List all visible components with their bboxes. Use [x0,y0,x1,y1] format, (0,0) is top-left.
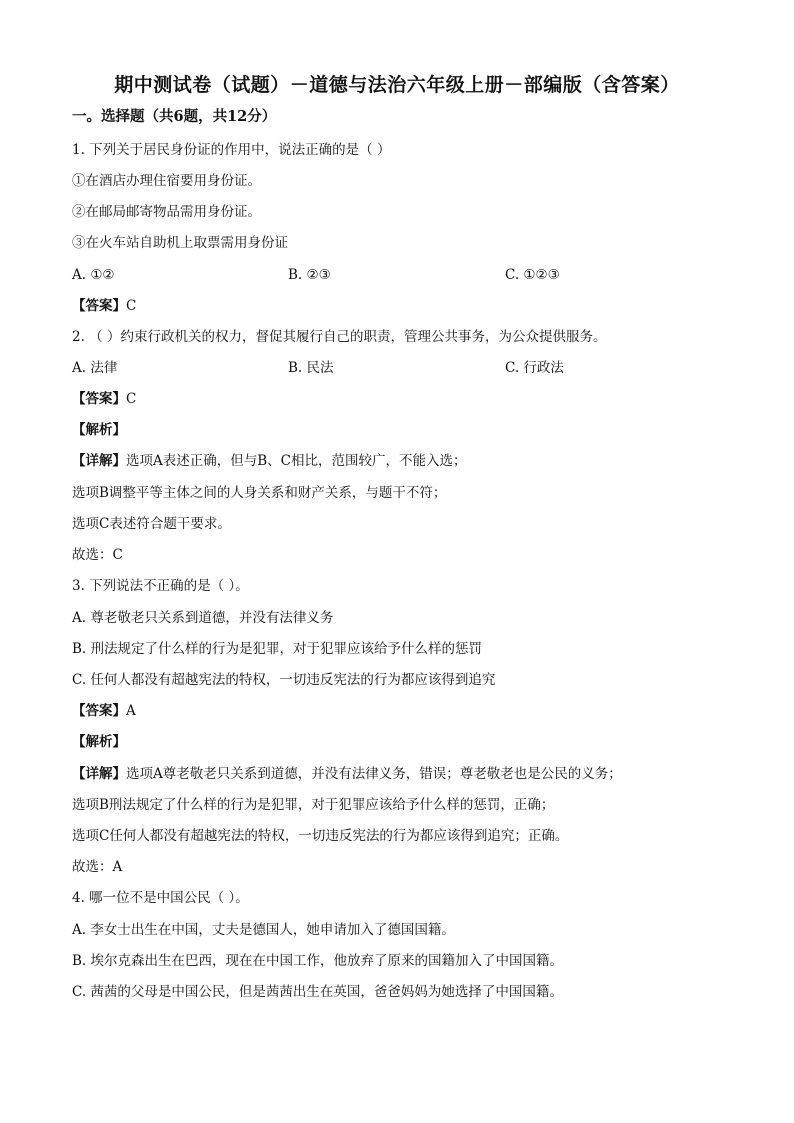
answer-value: A [126,703,136,719]
question-1-answer [72,297,136,315]
question-3-analysis-tag: 【解析】 [72,734,126,750]
answer-value: C [126,298,137,314]
question-3-option-b: B. 刑法规定了什么样的行为是犯罪，对于犯罪应该给予什么样的惩罚 [72,641,483,657]
question-4-option-c: C. 茜茜的父母是中国公民，但是茜茜出生在英国，爸爸妈妈为她选择了中国国籍。 [72,984,563,1000]
question-3-detail-3: 选项C任何人都没有超越宪法的特权，一切违反宪法的行为都应该得到追究；正确。 [72,828,569,844]
detail-text: 选项A表述正确，但与B、C相比，范围较广，不能入选； [126,453,467,469]
question-2-conclusion: 故选：C [72,547,123,563]
question-3-detail-2: 选项B刑法规定了什么样的行为是犯罪，对于犯罪应该给予什么样的惩罚，正确； [72,797,555,813]
question-2-detail-1 [72,452,467,470]
question-3-option-a: A. 尊老敬老只关系到道德，并没有法律义务 [72,610,334,626]
question-2-stem: 2. （ ）约束行政机关的权力，督促其履行自己的职责，管理公共事务，为公众提供服务。 [72,329,607,345]
answer-tag: 【答案】 [72,391,126,407]
question-3-answer [72,702,136,720]
question-2-detail-2: 选项B调整平等主体之间的人身关系和财产关系，与题干不符； [72,485,447,501]
question-4-option-a: A. 李女士出生在中国，丈夫是德国人，她申请加入了德国国籍。 [72,922,455,938]
question-3-option-c: C. 任何人都没有超越宪法的特权，一切违反宪法的行为都应该得到追究 [72,672,496,688]
question-1-item-1: ①在酒店办理住宿要用身份证。 [72,173,261,189]
question-2-option-a: A. 法律 [72,360,118,376]
question-2-option-b: B. 民法 [288,360,334,376]
question-1-option-a: A. ①② [72,267,115,283]
question-1-item-3: ③在火车站自助机上取票需用身份证 [72,235,288,251]
question-1-item-2: ②在邮局邮寄物品需用身份证。 [72,204,261,220]
document-title: 期中测试卷（试题）－道德与法治六年级上册－部编版（含答案） [114,74,680,96]
question-4-option-b: B. 埃尔克森出生在巴西，现在在中国工作，他放弃了原来的国籍加入了中国国籍。 [72,953,564,969]
detail-tag: 【详解】 [72,766,126,782]
answer-value: C [126,391,137,407]
question-2-answer [72,390,136,408]
answer-tag: 【答案】 [72,703,126,719]
question-2-analysis-tag: 【解析】 [72,422,126,438]
question-4-stem: 4. 哪一位不是中国公民（ ）。 [72,890,249,906]
question-2-option-c: C. 行政法 [505,360,564,376]
question-3-stem: 3. 下列说法不正确的是（ ）。 [72,578,249,594]
question-2-detail-3: 选项C表述符合题干要求。 [72,516,231,532]
question-1-stem: 1. 下列关于居民身份证的作用中，说法正确的是（ ） [72,142,391,158]
detail-text: 选项A尊老敬老只关系到道德，并没有法律义务，错误；尊老敬老也是公民的义务； [126,766,622,782]
answer-tag: 【答案】 [72,298,126,314]
question-3-conclusion: 故选：A [72,859,123,875]
question-3-detail-1 [72,765,622,783]
detail-tag: 【详解】 [72,453,126,469]
question-1-option-c: C. ①②③ [505,267,560,283]
section-heading: 一。选择题（共6题，共12分） [72,108,277,125]
question-1-option-b: B. ②③ [288,267,331,283]
